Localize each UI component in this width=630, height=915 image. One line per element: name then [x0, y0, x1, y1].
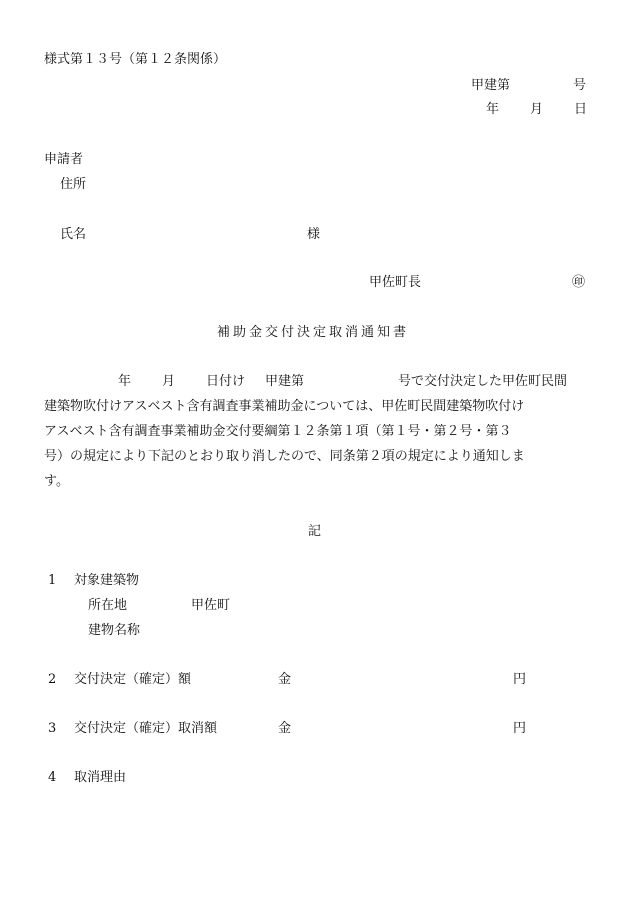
- body-line4: 号）の規定により下記のとおり取り消したので、同条第２項の規定により通知しま: [44, 449, 525, 464]
- body-line2: 建築物吹付けアスベスト含有調査事業補助金については、甲佐町民間建築物吹付け: [44, 399, 525, 414]
- body-line5: す。: [44, 474, 69, 489]
- item3-number: 3: [48, 721, 57, 736]
- item2-kin: 金: [278, 672, 292, 687]
- applicant-label: 申請者: [44, 152, 84, 167]
- address-label: 住所: [60, 177, 87, 192]
- date-day: 日: [574, 102, 588, 117]
- item2-number: 2: [48, 672, 57, 687]
- honorific: 様: [307, 227, 321, 242]
- body-year: 年: [118, 374, 132, 389]
- body-line1-rest: 号で交付決定した甲佐町民間: [398, 374, 568, 389]
- body-line3: アスベスト含有調査事業補助金交付要綱第１２条第１項（第１号・第２号・第３: [44, 424, 512, 439]
- body-month: 月: [162, 374, 176, 389]
- location-value: 甲佐町: [191, 598, 231, 613]
- form-number: 様式第１３号（第１２条関係）: [44, 52, 227, 67]
- document-title: 補助金交付決定取消通知書: [217, 325, 410, 340]
- seal-mark: ㊞: [572, 275, 586, 290]
- item3-label: 交付決定（確定）取消額: [74, 721, 218, 736]
- building-name-label: 建物名称: [88, 623, 141, 638]
- item3-yen: 円: [513, 721, 527, 736]
- item1-label: 対象建築物: [74, 573, 140, 588]
- item2-yen: 円: [513, 672, 527, 687]
- doc-number-prefix: 甲建第: [471, 78, 511, 93]
- issuer-title: 甲佐町長: [369, 275, 422, 290]
- item1-number: 1: [48, 573, 57, 588]
- ki-heading: 記: [308, 524, 322, 539]
- item2-label: 交付決定（確定）額: [74, 672, 192, 687]
- date-year: 年: [486, 102, 500, 117]
- item4-label: 取消理由: [74, 770, 127, 785]
- item3-kin: 金: [278, 721, 292, 736]
- body-date-suffix: 日付け: [206, 374, 246, 389]
- date-month: 月: [530, 102, 544, 117]
- item4-number: 4: [48, 770, 57, 785]
- doc-number-suffix: 号: [573, 78, 587, 93]
- name-label: 氏名: [60, 227, 87, 242]
- body-doc-prefix: 甲建第: [265, 374, 305, 389]
- location-label: 所在地: [88, 598, 128, 613]
